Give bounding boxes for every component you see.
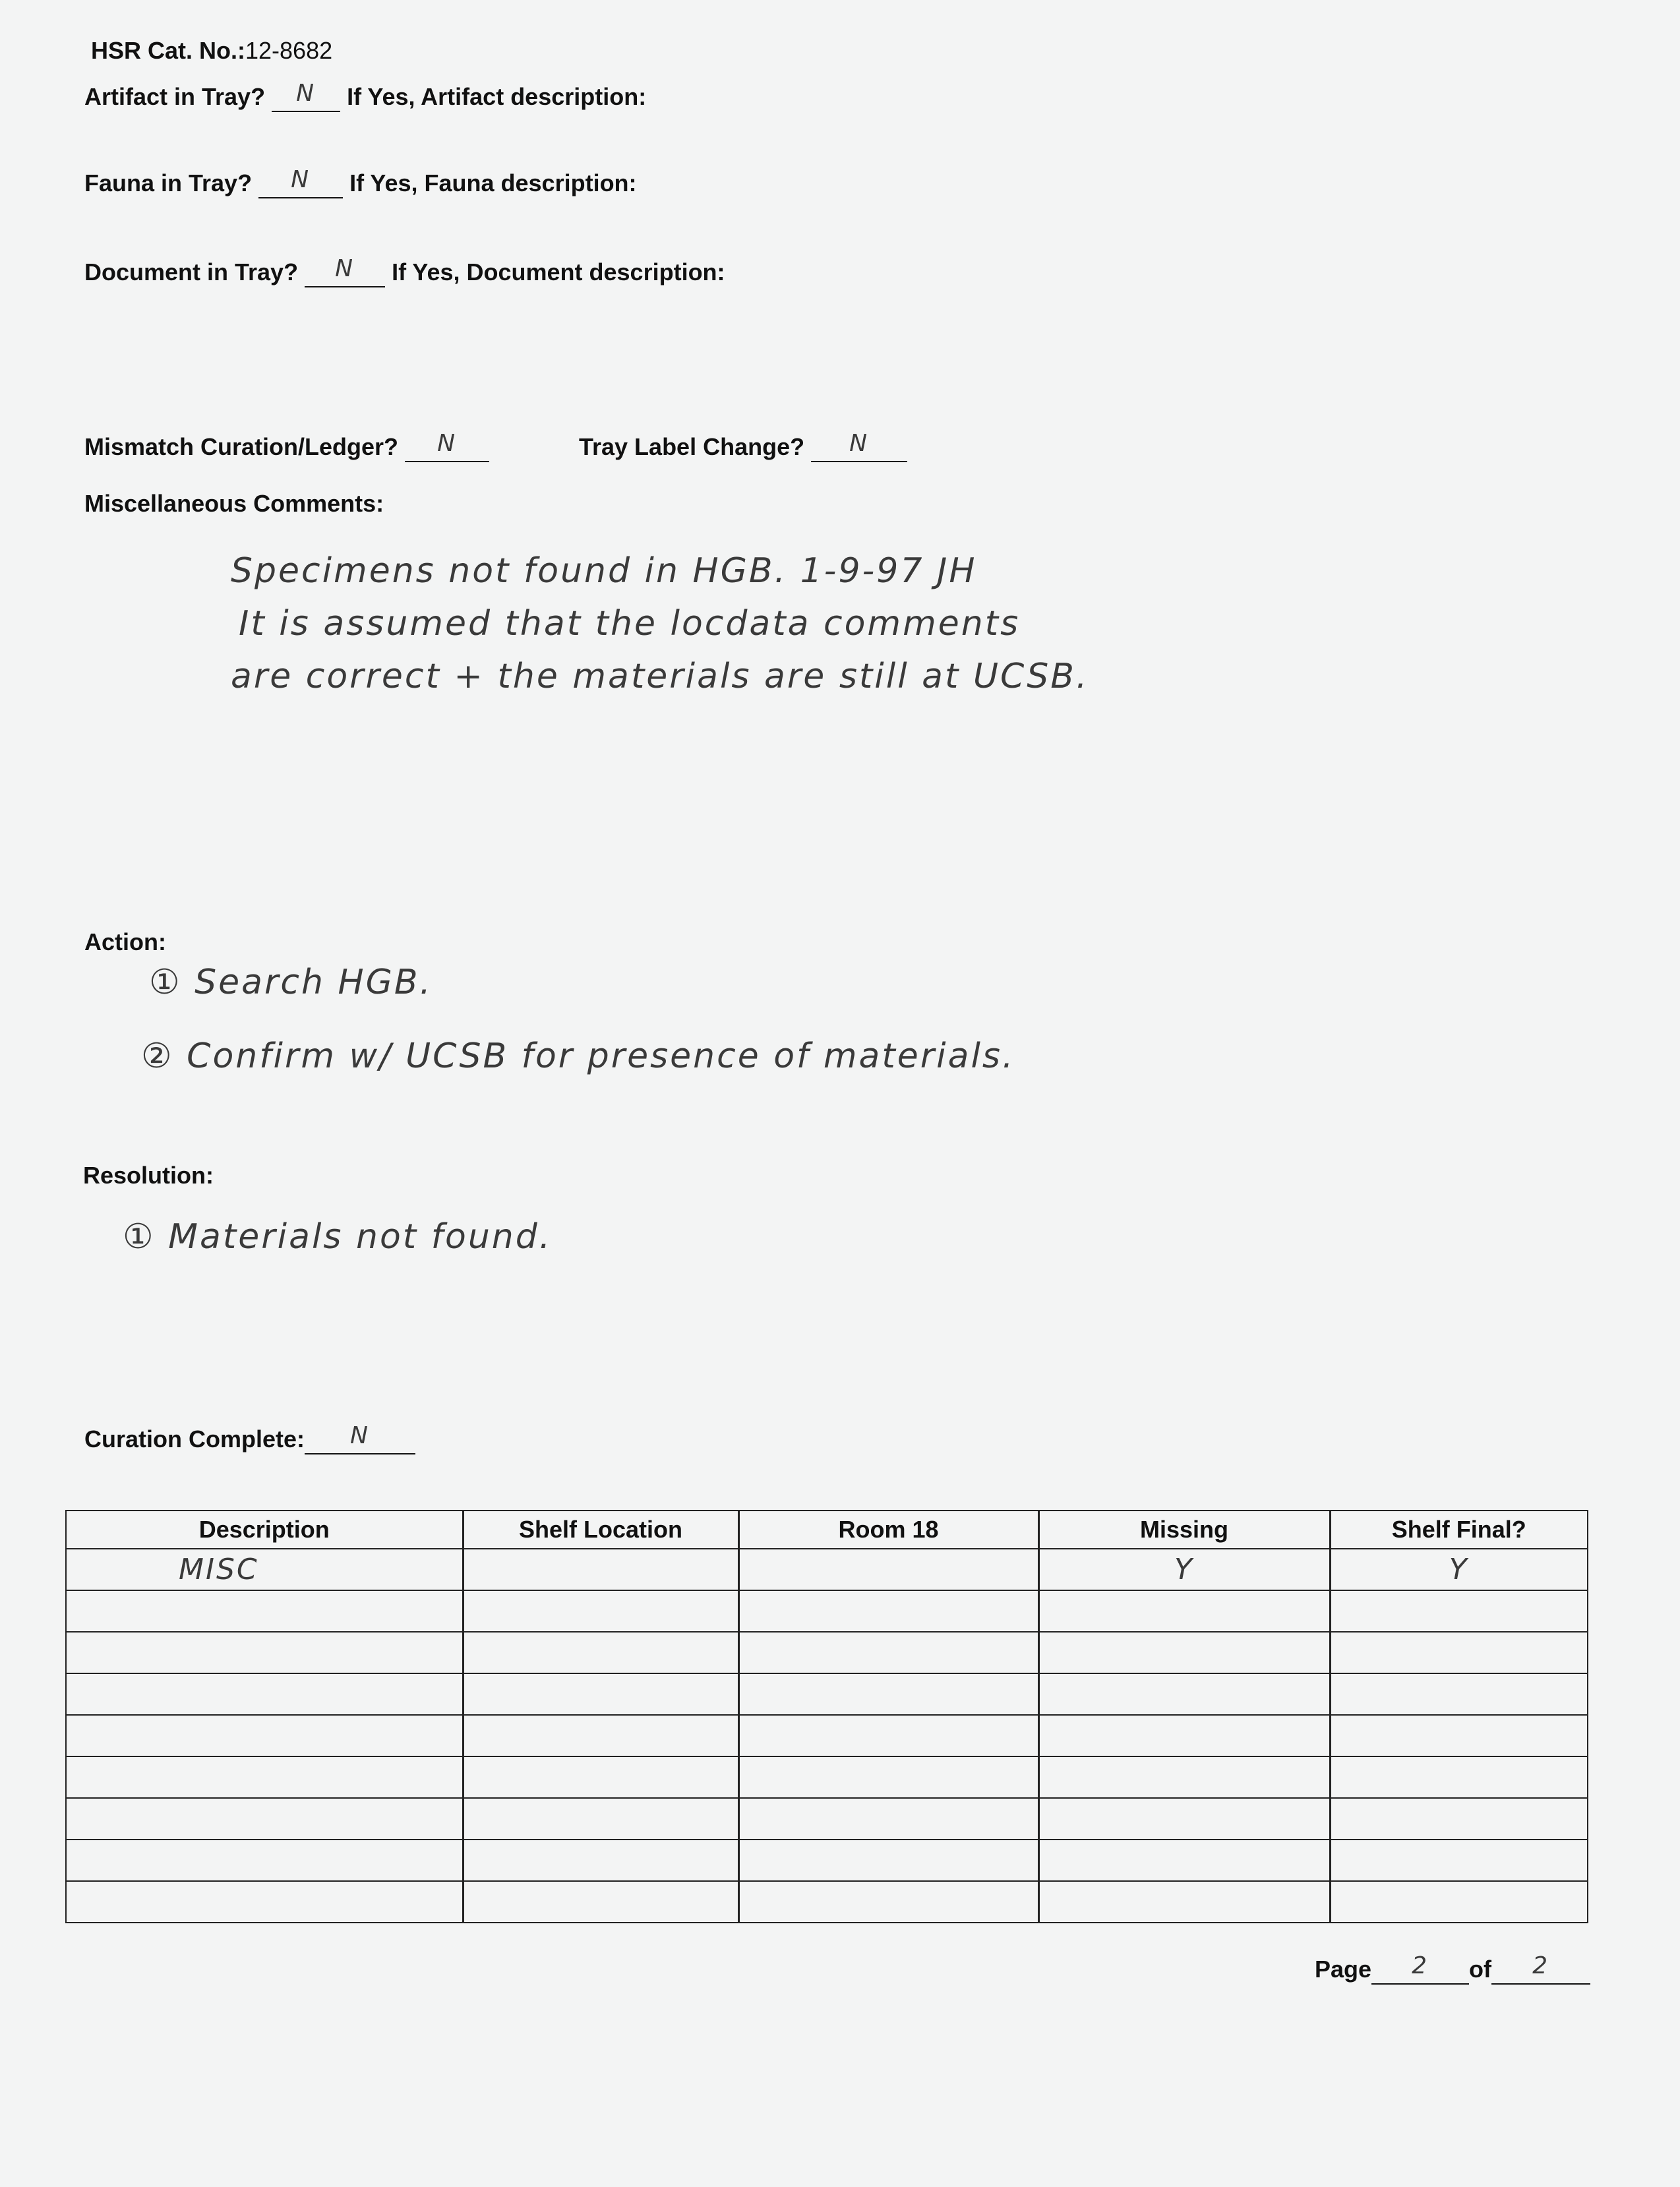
cell-shelf-location[interactable] — [463, 1549, 738, 1590]
action-heading: Action: — [84, 928, 166, 955]
cell-description[interactable] — [66, 1840, 463, 1881]
cell-missing[interactable] — [1038, 1590, 1330, 1632]
cell-shelf-final[interactable] — [1330, 1715, 1588, 1756]
cell-shelf-location[interactable] — [463, 1881, 738, 1923]
cell-missing[interactable] — [1038, 1549, 1330, 1590]
mismatch-value-field[interactable] — [405, 430, 489, 462]
resolution-item-1: ① Materials not found. — [123, 1217, 553, 1257]
cell-shelf-location[interactable] — [463, 1798, 738, 1840]
cell-missing[interactable] — [1038, 1715, 1330, 1756]
cell-description[interactable] — [66, 1673, 463, 1715]
table-row — [66, 1881, 1588, 1923]
cell-missing[interactable] — [1038, 1840, 1330, 1881]
fauna-desc-label: If Yes, Fauna description: — [349, 169, 637, 196]
comment-line-3: are correct + the materials are still at UCSB. — [231, 657, 1089, 696]
cell-shelf-final[interactable] — [1330, 1590, 1588, 1632]
catalog-number — [91, 37, 332, 65]
cell-room-18[interactable] — [738, 1715, 1038, 1756]
cell-missing[interactable] — [1038, 1673, 1330, 1715]
cell-shelf-location[interactable] — [463, 1632, 738, 1673]
cell-room-18[interactable] — [738, 1549, 1038, 1590]
artifact-label: Artifact in Tray? — [84, 83, 266, 110]
catalog-number-value: 12-8682 — [245, 37, 333, 64]
document-value-field[interactable] — [305, 255, 385, 287]
cell-room-18[interactable] — [738, 1798, 1038, 1840]
cell-room-18[interactable] — [738, 1881, 1038, 1923]
cell-shelf-final[interactable] — [1330, 1756, 1588, 1798]
cell-shelf-final[interactable] — [1330, 1673, 1588, 1715]
cell-missing-value: Y — [1174, 1553, 1194, 1586]
fauna-value: N — [291, 166, 311, 193]
fauna-value-field[interactable] — [258, 166, 343, 198]
curation-value-field[interactable] — [305, 1422, 415, 1454]
mismatch-row — [84, 430, 489, 462]
header-description: Description — [66, 1511, 463, 1549]
document-value: N — [335, 255, 355, 282]
tray-label-label: Tray Label Change? — [579, 433, 805, 460]
action-item-2: ② Confirm w/ UCSB for presence of materials. — [141, 1036, 1015, 1076]
of-value-field[interactable] — [1491, 1952, 1590, 1985]
document-row — [84, 255, 725, 287]
table-row — [66, 1798, 1588, 1840]
curation-row — [84, 1422, 415, 1454]
cell-shelf-final-value: Y — [1449, 1553, 1469, 1586]
page-label: Page — [1315, 1956, 1372, 1983]
table-row — [66, 1840, 1588, 1881]
fauna-row — [84, 166, 637, 198]
cell-room-18[interactable] — [738, 1673, 1038, 1715]
document-label: Document in Tray? — [84, 258, 299, 285]
cell-shelf-location[interactable] — [463, 1590, 738, 1632]
comment-line-2: It is assumed that the locdata comments — [239, 604, 1021, 644]
cell-description-value: MISC — [179, 1553, 259, 1586]
page-value: 2 — [1412, 1952, 1429, 1979]
resolution-heading: Resolution: — [83, 1162, 214, 1189]
cell-room-18[interactable] — [738, 1840, 1038, 1881]
table-header-row — [66, 1511, 1588, 1549]
cell-shelf-location[interactable] — [463, 1673, 738, 1715]
tray-label-value-field[interactable] — [811, 430, 907, 462]
table-row — [66, 1549, 1588, 1590]
artifact-value-field[interactable] — [272, 80, 340, 112]
of-value: 2 — [1532, 1952, 1549, 1979]
cell-shelf-location[interactable] — [463, 1715, 738, 1756]
cell-shelf-final[interactable] — [1330, 1881, 1588, 1923]
table-row — [66, 1673, 1588, 1715]
artifact-row — [84, 80, 647, 112]
cell-room-18[interactable] — [738, 1632, 1038, 1673]
tray-label-value: N — [849, 430, 870, 457]
header-shelf-location: Shelf Location — [463, 1511, 738, 1549]
header-missing: Missing — [1038, 1511, 1330, 1549]
initials: JH — [937, 551, 977, 591]
cell-description[interactable] — [66, 1590, 463, 1632]
cell-description[interactable] — [66, 1756, 463, 1798]
cell-room-18[interactable] — [738, 1756, 1038, 1798]
artifact-desc-label: If Yes, Artifact description: — [347, 83, 647, 110]
artifact-value: N — [296, 80, 316, 107]
cell-missing[interactable] — [1038, 1881, 1330, 1923]
catalog-number-label: HSR Cat. No.: — [91, 37, 245, 64]
mismatch-label: Mismatch Curation/Ledger? — [84, 433, 399, 460]
mismatch-value: N — [437, 430, 458, 457]
comments-heading: Miscellaneous Comments: — [84, 490, 384, 517]
tray-label-row — [579, 430, 907, 462]
curation-label: Curation Complete: — [84, 1425, 305, 1453]
fauna-label: Fauna in Tray? — [84, 169, 253, 196]
cell-description[interactable] — [66, 1798, 463, 1840]
header-shelf-final: Shelf Final? — [1330, 1511, 1588, 1549]
of-label: of — [1469, 1956, 1492, 1983]
header-room-18: Room 18 — [738, 1511, 1038, 1549]
cell-room-18[interactable] — [738, 1590, 1038, 1632]
cell-shelf-final[interactable] — [1330, 1840, 1588, 1881]
cell-missing[interactable] — [1038, 1632, 1330, 1673]
page-value-field[interactable] — [1371, 1952, 1469, 1985]
cell-description[interactable] — [66, 1632, 463, 1673]
cell-shelf-final[interactable] — [1330, 1798, 1588, 1840]
table-row — [66, 1715, 1588, 1756]
page-counter — [1315, 1952, 1590, 1985]
cell-shelf-final[interactable] — [1330, 1632, 1588, 1673]
cell-description[interactable] — [66, 1715, 463, 1756]
document-desc-label: If Yes, Document description: — [392, 258, 725, 285]
curation-value: N — [350, 1422, 370, 1449]
cell-missing[interactable] — [1038, 1798, 1330, 1840]
cell-missing[interactable] — [1038, 1756, 1330, 1798]
cell-shelf-final[interactable] — [1330, 1549, 1588, 1590]
inventory-table — [65, 1510, 1588, 1923]
cell-description[interactable] — [66, 1549, 463, 1590]
table-row — [66, 1756, 1588, 1798]
cell-description[interactable] — [66, 1881, 463, 1923]
table-row — [66, 1632, 1588, 1673]
cell-shelf-location[interactable] — [463, 1840, 738, 1881]
action-item-1: ① Search HGB. — [149, 963, 433, 1002]
cell-shelf-location[interactable] — [463, 1756, 738, 1798]
comment-line-1: Specimens not found in HGB. 1-9-97 JH — [231, 551, 977, 591]
table-row — [66, 1590, 1588, 1632]
